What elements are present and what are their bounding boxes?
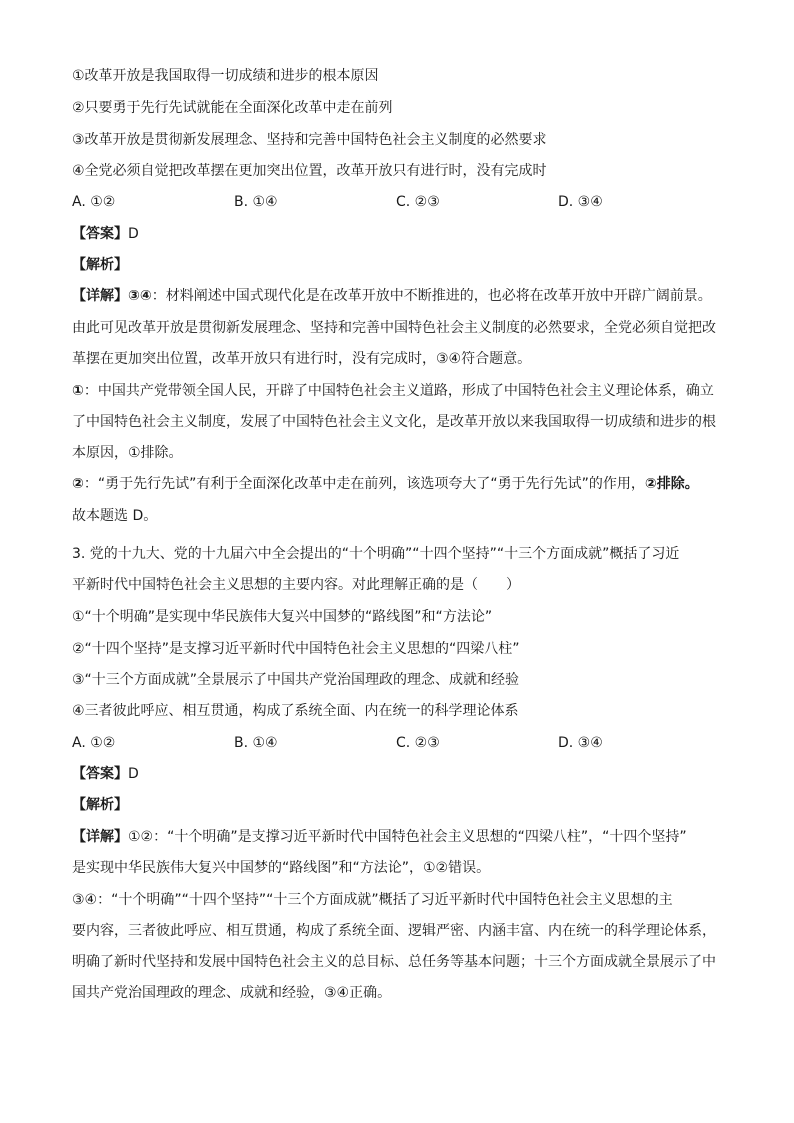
q2-detail-line-2: 由此可见改革开放是贯彻新发展理念、坚持和完善中国特色社会主义制度的必然要求，全党必须自觉把改 (72, 320, 716, 336)
q2-option-d: D. ③④ (558, 194, 603, 210)
q2-answer: 【答案】D (72, 226, 139, 242)
q3-detail-line-2: 是实现中华民族伟大复兴中国梦的“路线图”和“方法论”，①②错误。 (72, 860, 491, 876)
q3-option-b: B. ①④ (234, 735, 278, 751)
q3-p1-line-3: 明确了新时代坚持和发展中国特色社会主义的总目标、总任务等基本问题；十三个方面成就全景展示了中 (72, 954, 716, 970)
q2-option-b: B. ①④ (234, 194, 278, 210)
detail-label: 详解 (86, 829, 114, 845)
q2-p2-line-1: ②：“勇于先行先试”有利于全面深化改革中走在前列，该选项夸大了“勇于先行先试”的作用，②排除。 (72, 476, 699, 492)
answer-label: 答案 (86, 226, 114, 242)
p1-lead: ① (72, 383, 84, 399)
detail-lead: ③④ (128, 288, 152, 304)
q3-detail-line-1: 【详解】①②：“十个明确”是支撑习近平新时代中国特色社会主义思想的“四梁八柱”，“十四个坚持” (72, 829, 687, 845)
q2-statement-1: ①改革开放是我国取得一切成绩和进步的根本原因 (72, 68, 379, 84)
answer-value: D (128, 766, 139, 782)
detail-lead: ①② (128, 829, 154, 845)
q3-p1-line-1: ③④：“十个明确”“十四个坚持”“十三个方面成就”概括了习近平新时代中国特色社会主义思想的主 (72, 892, 673, 908)
q2-statement-2: ②只要勇于先行先试就能在全面深化改革中走在前列 (72, 100, 393, 116)
q2-statement-3: ③改革开放是贯彻新发展理念、坚持和完善中国特色社会主义制度的必然要求 (72, 132, 547, 148)
q2-conclusion: 故本题选 D。 (72, 508, 158, 524)
q3-statement-2: ②“十四个坚持”是支撑习近平新时代中国特色社会主义思想的“四梁八柱” (72, 641, 520, 657)
analysis-label: 解析 (86, 257, 114, 273)
detail-label: 详解 (86, 288, 114, 304)
q2-detail-line-3: 革摆在更加突出位置，改革开放只有进行时，没有完成时，③④符合题意。 (72, 351, 532, 367)
q3-analysis: 【解析】 (72, 797, 128, 813)
q3-statement-4: ④三者彼此呼应、相互贯通，构成了系统全面、内在统一的科学理论体系 (72, 703, 519, 719)
answer-value: D (128, 226, 139, 242)
q3-stem-line-2: 平新时代中国特色社会主义思想的主要内容。对此理解正确的是（ ） (72, 577, 520, 593)
q3-option-d: D. ③④ (558, 735, 603, 751)
q3-option-a: A. ①② (72, 735, 116, 751)
q3-statement-3: ③“十三个方面成就”全景展示了中国共产党治国理政的理念、成就和经验 (72, 672, 520, 688)
q3-answer: 【答案】D (72, 766, 139, 782)
q3-p1-line-4: 国共产党治国理政的理念、成就和经验，③④正确。 (72, 985, 392, 1001)
q2-option-c: C. ②③ (396, 194, 440, 210)
answer-label: 答案 (86, 766, 114, 782)
q2-p1-line-1: ①：中国共产党带领全国人民，开辟了中国特色社会主义道路，形成了中国特色社会主义理论体系，确立 (72, 383, 714, 399)
q2-analysis: 【解析】 (72, 257, 128, 273)
p2-lead: ② (72, 476, 84, 492)
q3-statement-1: ①“十个明确”是实现中华民族伟大复兴中国梦的“路线图”和“方法论” (72, 609, 493, 625)
q3-p1-line-2: 要内容，三者彼此呼应、相互贯通，构成了系统全面、逻辑严密、内涵丰富、内在统一的科学理论体系， (72, 923, 716, 939)
q2-detail-line-1: 【详解】③④：材料阐述中国式现代化是在改革开放中不断推进的，也必将在改革开放中开辟广阔前景。 (72, 288, 712, 304)
p1-lead: ③④ (72, 892, 98, 908)
q3-stem-line-1: 3. 党的十九大、党的十九届六中全会提出的“十个明确”“十四个坚持”“十三个方面成就”概括了习近 (72, 546, 680, 562)
analysis-label: 解析 (86, 797, 114, 813)
q2-p1-line-3: 本原因，①排除。 (72, 445, 183, 461)
q2-p1-line-2: 了中国特色社会主义制度，发展了中国特色社会主义文化，是改革开放以来我国取得一切成绩和进步的根 (72, 414, 716, 430)
q3-option-c: C. ②③ (396, 735, 440, 751)
q2-statement-4: ④全党必须自觉把改革摆在更加突出位置，改革开放只有进行时，没有完成时 (72, 163, 547, 179)
q2-option-a: A. ①② (72, 194, 116, 210)
